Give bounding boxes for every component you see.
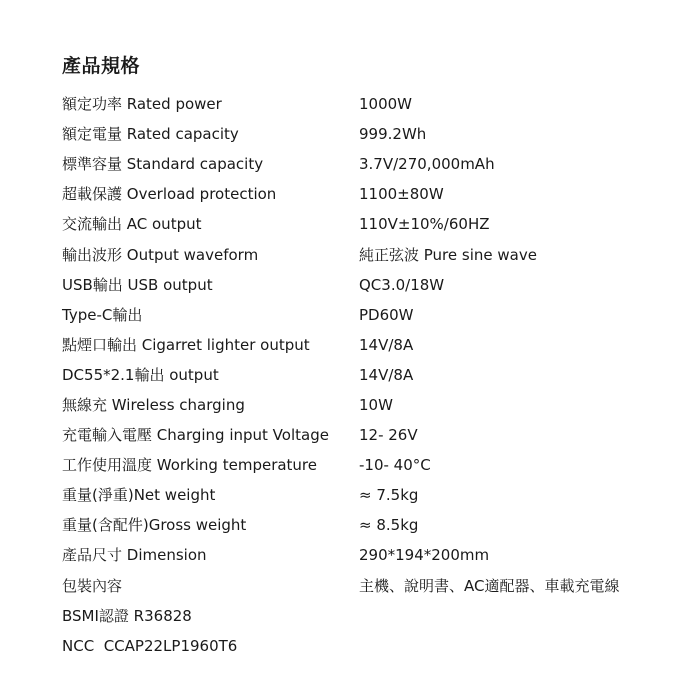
spec-row-type-c-output: [62, 300, 682, 330]
spec-row-dimension: [62, 540, 682, 570]
spec-row-net-weight: [62, 480, 682, 510]
spec-row-bsmi-certification: [62, 601, 682, 631]
spec-row-wireless-charging: [62, 390, 682, 420]
spec-row-rated-capacity: [62, 119, 682, 149]
spec-row-package-contents: [62, 571, 682, 601]
page-title: 產品規格: [62, 55, 141, 77]
spec-label: 交流輸出 AC output: [62, 215, 202, 234]
spec-list: [62, 89, 682, 661]
spec-value: 999.2Wh: [359, 125, 427, 144]
spec-label: USB輸出 USB output: [62, 275, 213, 294]
spec-value: 10W: [359, 395, 393, 414]
spec-value: 14V/8A: [359, 365, 414, 384]
spec-label: 重量(淨重)Net weight: [62, 486, 216, 505]
spec-row-standard-capacity: [62, 149, 682, 179]
spec-value: 12- 26V: [359, 426, 418, 445]
spec-value: 1100±80W: [359, 185, 444, 204]
spec-label: 額定電量 Rated capacity: [62, 125, 239, 144]
spec-row-ncc-certification: [62, 631, 682, 661]
spec-label: 輸出波形 Output waveform: [62, 245, 259, 264]
spec-label: 工作使用溫度 Working temperature: [62, 456, 318, 475]
spec-row-usb-output: [62, 270, 682, 300]
spec-label: 充電輸入電壓 Charging input Voltage: [62, 426, 329, 445]
spec-label: NCC CCAP22LP1960T6: [62, 636, 238, 655]
spec-label: 無線充 Wireless charging: [62, 395, 245, 414]
spec-label: 重量(含配件)Gross weight: [62, 516, 247, 535]
spec-value: 14V/8A: [359, 335, 414, 354]
spec-label: 產品尺寸 Dimension: [62, 546, 207, 565]
spec-row-gross-weight: [62, 510, 682, 540]
spec-row-cigarette-lighter-output: [62, 330, 682, 360]
spec-row-dc-output: [62, 360, 682, 390]
spec-label: 額定功率 Rated power: [62, 95, 222, 114]
spec-label: Type-C輸出: [62, 305, 143, 324]
spec-label: 包裝內容: [62, 576, 123, 595]
spec-row-overload-protection: [62, 179, 682, 209]
spec-value: 純正弦波 Pure sine wave: [359, 245, 537, 264]
spec-row-charging-input-voltage: [62, 420, 682, 450]
spec-row-ac-output: [62, 209, 682, 239]
spec-value: ≈ 8.5kg: [359, 516, 419, 535]
spec-row-working-temperature: [62, 450, 682, 480]
spec-row-output-waveform: [62, 239, 682, 269]
spec-label: 點煙口輸出 Cigarret lighter output: [62, 335, 310, 354]
spec-value: -10- 40°C: [359, 456, 431, 475]
spec-value: QC3.0/18W: [359, 275, 445, 294]
spec-row-rated-power: [62, 89, 682, 119]
spec-value: 3.7V/270,000mAh: [359, 155, 495, 174]
spec-value: ≈ 7.5kg: [359, 486, 419, 505]
spec-label: BSMI認證 R36828: [62, 606, 192, 625]
spec-value: PD60W: [359, 305, 414, 324]
spec-label: DC55*2.1輸出 output: [62, 365, 219, 384]
spec-label: 超載保護 Overload protection: [62, 185, 277, 204]
spec-value: 290*194*200mm: [359, 546, 490, 565]
spec-value: 主機、說明書、AC適配器、車載充電線: [359, 576, 620, 595]
spec-label: 標準容量 Standard capacity: [62, 155, 264, 174]
spec-value: 1000W: [359, 95, 413, 114]
spec-value: 110V±10%/60HZ: [359, 215, 490, 234]
